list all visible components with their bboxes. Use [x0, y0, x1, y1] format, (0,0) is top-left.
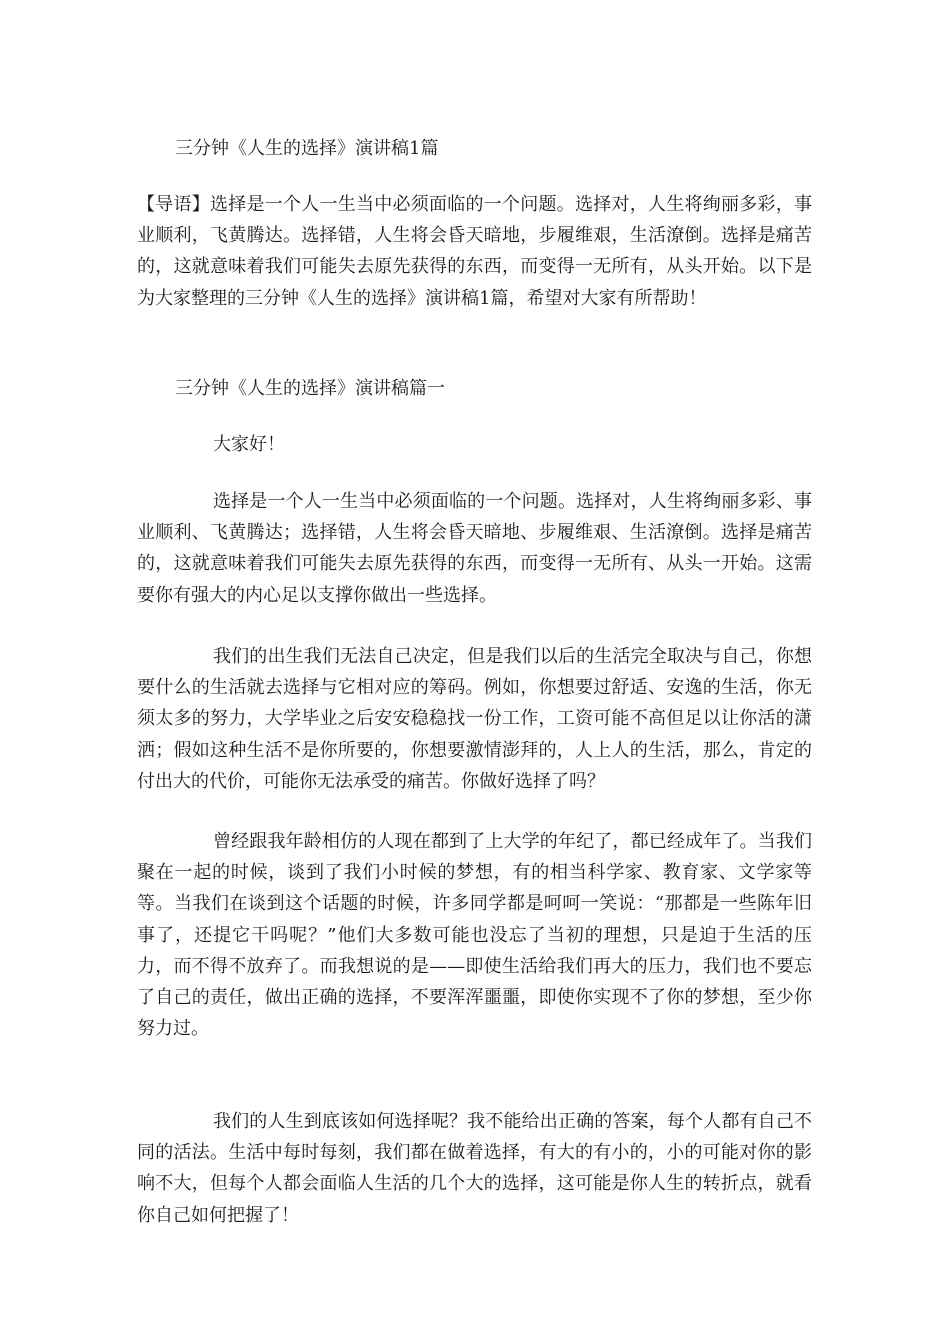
- body-paragraph-1: 选择是一个人一生当中必须面临的一个问题。选择对，人生将绚丽多彩、事业顺利、飞黄腾达；选择错，人生将会昏天暗地、步履维艰、生活潦倒。选择是痛苦的，这就意味着我们可能失去原先获得的东西，而变得一无所有、从头一开始。这需要你有强大的内心足以支撑你做出一些选择。: [137, 491, 812, 606]
- body-paragraph-4: 我们的人生到底该如何选择呢？我不能给出正确的答案，每个人都有自己不同的活法。生活中每时每刻，我们都在做着选择，有大的有小的，小的可能对你的影响不大，但每个人都会面临人生活的几个大的选择，这可能是你人生的转折点，就看你自己如何把握了！: [137, 1111, 812, 1226]
- body-paragraph-3: 曾经跟我年龄相仿的人现在都到了上大学的年纪了，都已经成年了。当我们聚在一起的时候，谈到了我们小时候的梦想，有的相当科学家、教育家、文学家等等。当我们在谈到这个话题的时候，许多同学都是呵呵一笑说：“那都是一些陈年旧事了，还提它干吗呢？”他们大多数可能也没忘了当初的理想，只是迫于生活的压力，而不得不放弃了。而我想说的是——即使生活给我们再大的压力，我们也不要忘了自己的责任，做出正确的选择，不要浑浑噩噩，即使你实现不了你的梦想，至少你努力过。: [137, 831, 812, 1040]
- section-heading: 三分钟《人生的选择》演讲稿篇一: [175, 378, 445, 399]
- greeting: 大家好！: [213, 434, 285, 455]
- intro-tag: 【导语】: [137, 194, 210, 215]
- intro-paragraph: [137, 189, 812, 314]
- intro-text: 选择是一个人一生当中必须面临的一个问题。选择对，人生将绚丽多彩，事业顺利，飞黄腾达。选择错，人生将会昏天暗地，步履维艰，生活潦倒。选择是痛苦的，这就意味着我们可能失去原先获得的东西，而变得一无所有，从头开始。以下是为大家整理的三分钟《人生的选择》演讲稿1篇，希望对大家有所帮助！: [137, 194, 812, 309]
- body-paragraph-2: 我们的出生我们无法自己决定，但是我们以后的生活完全取决与自己，你想要什么的生活就去选择与它相对应的筹码。例如，你想要过舒适、安逸的生活，你无须太多的努力，大学毕业之后安安稳稳找一份工作，工资可能不高但足以让你活的潇洒；假如这种生活不是你所要的，你想要激情澎拜的，人上人的生活，那么，肯定的付出大的代价，可能你无法承受的痛苦。你做好选择了吗？: [137, 646, 812, 792]
- document-title: 三分钟《人生的选择》演讲稿1篇: [175, 138, 439, 159]
